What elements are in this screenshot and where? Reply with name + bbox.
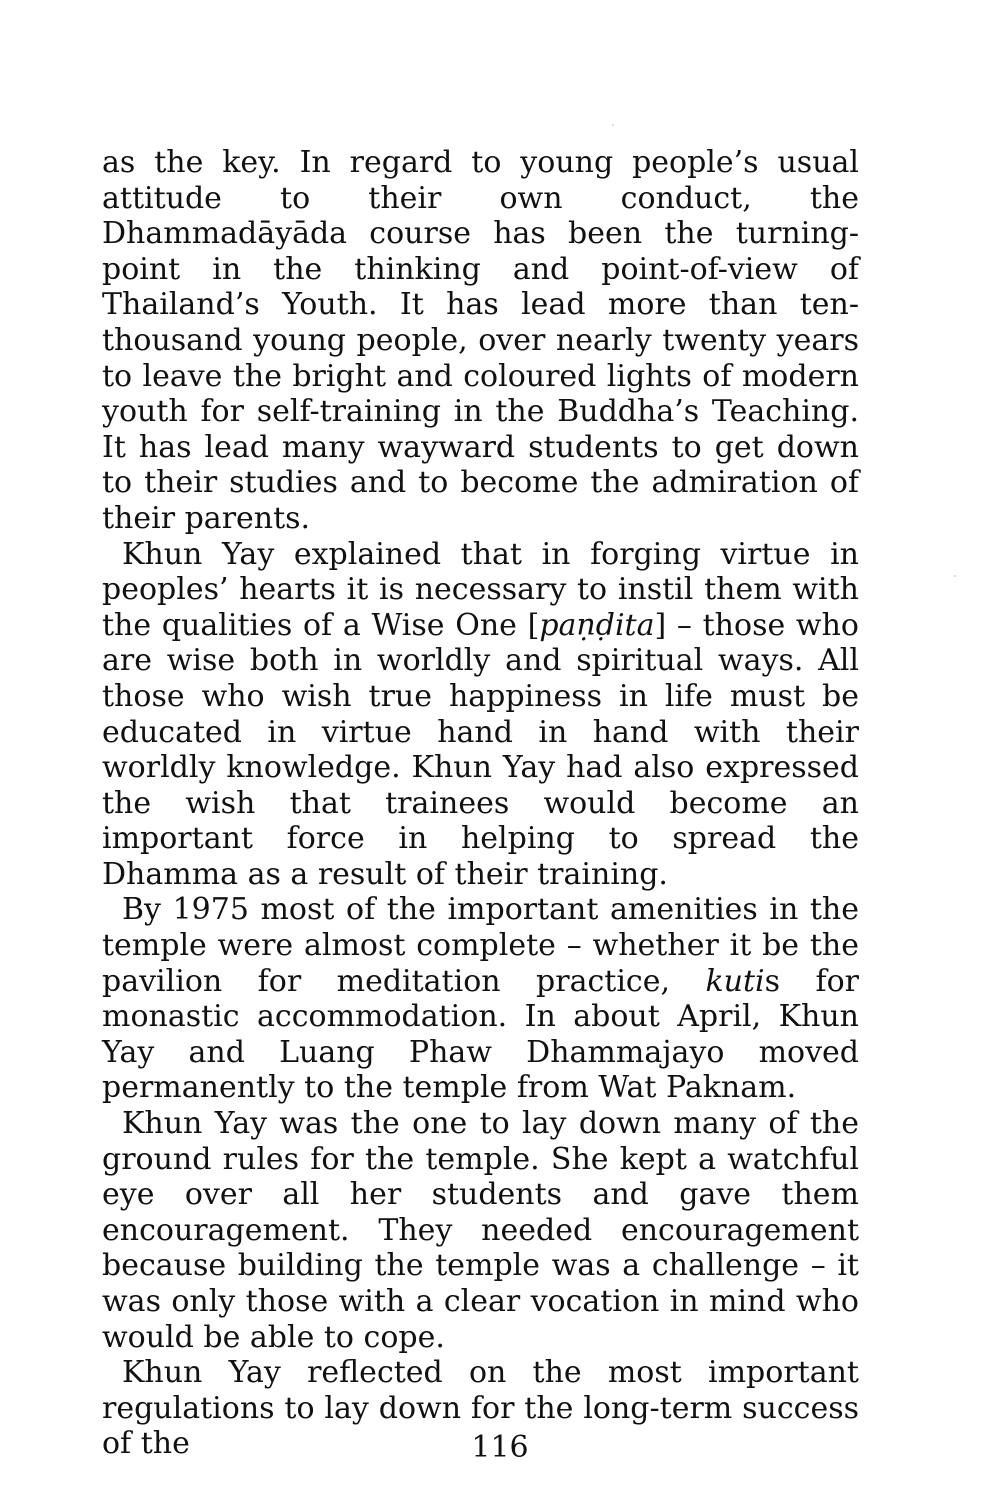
- scan-speck: [954, 575, 956, 577]
- paragraph-text: ] – those who are wise both in worldly and spiritual ways. All those who wish true happiness in life must be educated in virtue hand in hand with their worldly knowledge. Khun Yay had also expressed the wish that trainees would become an important force in helping to spread the Dhamma as a result of their training.: [102, 607, 859, 892]
- scan-speck: [612, 124, 614, 126]
- paragraph-text: By 1975 most of the important amenities in the temple were almost complete – whether it be the pavilion for meditation practice,: [102, 892, 859, 999]
- paragraph-p3: [102, 892, 859, 1106]
- body-text: [102, 145, 859, 1462]
- paragraph-p4: [102, 1106, 859, 1355]
- paragraph-text: as the key. In regard to young people’s usual attitude to their own conduct, the Dhammadāyāda course has been the turning-point in the thinking and point-of-view of Thailand’s Youth. It has lead more than ten-thousand young people, over nearly twenty years to leave the bright and coloured lights of modern youth for self-training in the Buddha’s Teaching. It has lead many wayward students to get down to their studies and to become the admiration of their parents.: [102, 145, 859, 536]
- italic-term: paṇḍita: [539, 607, 655, 643]
- paragraph-p1: [102, 145, 859, 537]
- paragraph-text: s for monastic accommodation. In about April, Khun Yay and Luang Phaw Dhammajayo moved permanently to the temple from Wat Paknam.: [102, 963, 859, 1106]
- italic-term: kuti: [705, 963, 765, 999]
- paragraph-text: Khun Yay was the one to lay down many of the ground rules for the temple. She kept a watchful eye over all her students and gave them encouragement. They needed encouragement because building the temple was a challenge – it was only those with a clear vocation in mind who would be able to cope.: [102, 1106, 859, 1355]
- paragraph-text: Khun Yay explained that in forging virtue in peoples’ hearts it is necessary to instil them with the qualities of a Wise One [: [102, 536, 859, 643]
- page-number: 116: [471, 1430, 529, 1465]
- paragraph-p2: [102, 537, 859, 893]
- paragraph-text: Khun Yay reflected on the most important regulations to lay down for the long-term success of the: [102, 1355, 859, 1462]
